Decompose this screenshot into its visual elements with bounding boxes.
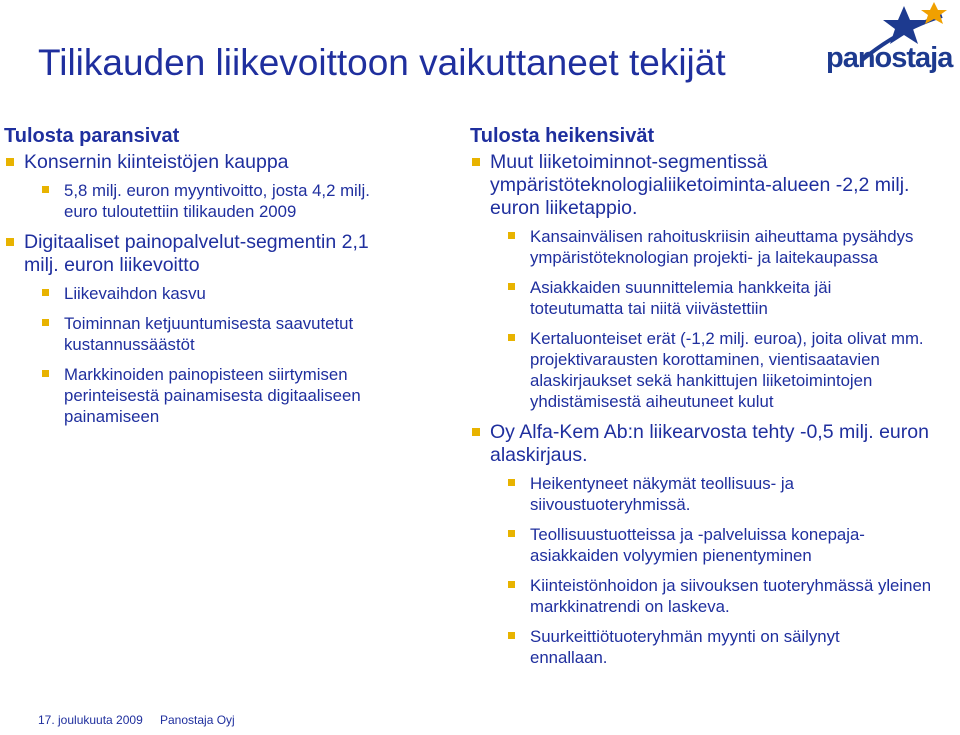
bullet-text: Konsernin kiinteistöjen kauppa [24,151,289,173]
list-item [470,421,960,467]
bullet-icon [6,238,14,246]
list-item [470,473,910,515]
bullet-text: Asiakkaiden suunnittelemia hankkeita jäi toteutumatta tai niitä viivästettiin [530,278,832,318]
list-item [470,226,915,268]
right-heading: Tulosta heikensivät [470,125,655,147]
bullet-text: Kansainvälisen rahoituskriisin aiheuttama pysähdys ympäristöteknologian projekti- ja laitekaupassa [530,227,914,267]
footer-date: 17. joulukuuta 2009 [38,713,143,727]
list-item [4,180,394,222]
bullet-icon [508,479,515,486]
footer-company: Panostaja Oyj [160,713,235,727]
list-item [470,575,955,617]
logo-text: panostaja [826,42,953,74]
list-item [470,524,950,566]
bullet-text: Markkinoiden painopisteen siirtymisen perinteisestä painamisesta digitaaliseen painamiseen [64,365,361,426]
left-column [4,124,444,436]
bullet-text: 5,8 milj. euron myyntivoitto, josta 4,2 milj. euro tuloutettiin tilikauden 2009 [64,181,370,221]
list-item [4,231,404,277]
list-item [4,151,444,174]
bullet-icon [472,158,480,166]
bullet-icon [508,530,515,537]
list-item [4,313,364,355]
bullet-icon [508,334,515,341]
bullet-icon [6,158,14,166]
bullet-icon [508,581,515,588]
bullet-text: Suurkeittiötuoteryhmän myynti on säilynyt ennallaan. [530,627,840,667]
bullet-text: Muut liiketoiminnot-segmentissä ympäristöteknologialiiketoiminta-alueen -2,2 milj. euron liiketappio. [490,151,910,219]
list-item [470,277,900,319]
bullet-text: Oy Alfa-Kem Ab:n liikearvosta tehty -0,5 milj. euron alaskirjaus. [490,421,929,466]
list-item [4,364,384,427]
right-column [470,124,950,677]
bullet-icon [42,186,49,193]
list-item [4,283,444,304]
bullet-icon [42,289,49,296]
bullet-text: Toiminnan ketjuuntumisesta saavutetut kustannussäästöt [64,314,354,354]
bullet-text: Teollisuustuotteissa ja -palveluissa konepaja-asiakkaiden volyymien pienentyminen [530,525,865,565]
bullet-icon [42,370,49,377]
bullet-icon [42,319,49,326]
panostaja-logo [822,2,960,86]
list-item [470,151,950,220]
bullet-icon [508,232,515,239]
bullet-text: Kertaluonteiset erät (-1,2 milj. euroa), joita olivat mm. projektivarausten korottaminen, vientisaatavien alaskirjaukset sekä hankittujen liiketoimintojen yhdistämisestä aiheutuneet kulut [530,329,924,411]
bullet-text: Heikentyneet näkymät teollisuus- ja siivoustuoteryhmissä. [530,474,794,514]
bullet-text: Digitaaliset painopalvelut-segmentin 2,1 milj. euron liikevoitto [24,231,369,276]
bullet-text: Liikevaihdon kasvu [64,284,206,303]
bullet-icon [472,428,480,436]
bullet-icon [508,632,515,639]
left-heading: Tulosta paransivat [4,125,180,147]
bullet-icon [508,283,515,290]
page-title: Tilikauden liikevoittoon vaikuttaneet tekijät [38,42,726,83]
list-item [470,328,950,412]
bullet-text: Kiinteistönhoidon ja siivouksen tuoteryhmässä yleinen markkinatrendi on laskeva. [530,576,932,616]
list-item [470,626,910,668]
